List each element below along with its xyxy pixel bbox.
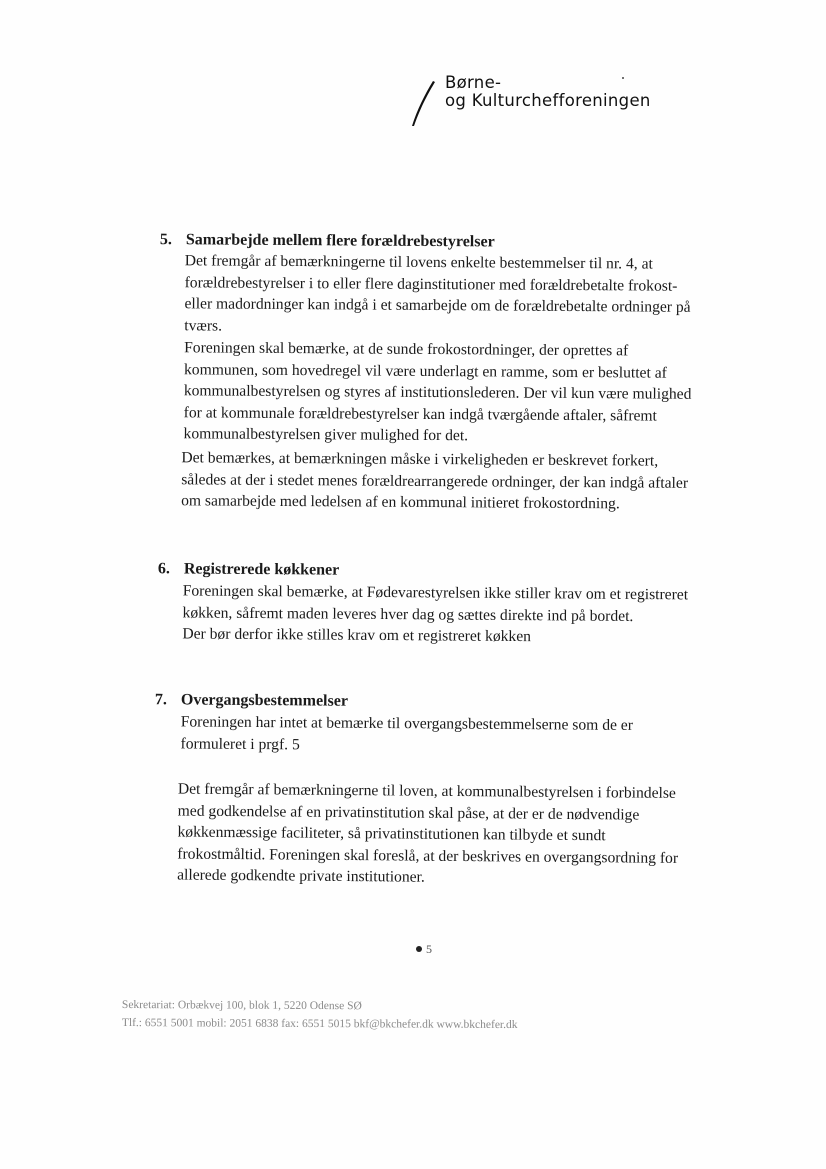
paragraph — [182, 580, 688, 649]
closing-paragraph — [177, 779, 679, 891]
text-line: kommunen, som hovedregel vil være underlagt en ramme, som er besluttet af — [183, 360, 667, 382]
paragraph — [184, 250, 691, 340]
closing-section — [0, 777, 826, 887]
section-number: 6. — [157, 560, 170, 578]
text-line: kommunalbestyrelsen giver mulighed for det. — [183, 425, 469, 445]
text-line: Det bemærkes, at bemærkningen måske i virkeligheden er beskrevet forkert, — [181, 449, 659, 470]
bullet-icon — [416, 946, 422, 952]
section-number: 5. — [159, 231, 172, 249]
text-line: køkken, såfremt maden leveres hver dag og sættes direkte ind på bordet. — [182, 604, 634, 625]
section-6 — [0, 557, 826, 646]
section-title: Registrerede køkkener — [183, 560, 340, 579]
logo-line-1: Børne- — [445, 73, 502, 92]
text-line: Det fremgår af bemærkningerne til loven, at kommunalbestyrelsen i forbindelse — [177, 780, 676, 802]
footer-contact: Tlf.: 6551 5001 mobil: 2051 6838 fax: 6551 5015 bkf@bkchefer.dk www.bkchefer.dk — [121, 1016, 518, 1032]
text-line: formuleret i prgf. 5 — [180, 735, 300, 753]
organization-logo — [405, 74, 705, 134]
text-line: Foreningen har intet at bemærke til overgangsbestemmelserne som de er — [180, 713, 634, 734]
text-line: således at der i stedet menes forældrearrangerede ordninger, der kan indgå aftaler — [181, 470, 689, 492]
footer-address: Sekretariat: Orbækvej 100, blok 1, 5220 Odense SØ — [121, 998, 362, 1013]
text-line: Det fremgår af bemærkningerne til lovens enkelte bestemmelser til nr. 4, at — [184, 252, 653, 273]
text-line: om samarbejde med ledelsen af en kommunal initieret frokostordning. — [181, 492, 620, 513]
text-line: eller madordninger kan indgå i et samarbejde om de forældrebetalte ordninger på — [184, 295, 691, 317]
section-7 — [0, 688, 826, 753]
section-number: 7. — [154, 691, 167, 709]
logo-line-2: og Kulturchefforeningen — [445, 91, 651, 110]
text-line: Foreningen skal bemærke, at Fødevarestyrelsen ikke stiller krav om et registreret — [182, 582, 689, 604]
text-line: køkkenmæssige faciliteter, så privatinstitutionen kan tilbyde et sundt — [177, 823, 606, 845]
text-line: forældrebestyrelser i to eller flere daginstitutioner med forældrebetalte frokost- — [184, 273, 678, 295]
page-number-value: 5 — [426, 942, 432, 956]
footer — [122, 996, 518, 1034]
paragraph — [181, 447, 688, 515]
section-title: Samarbejde mellem flere forældrebestyrelser — [185, 231, 495, 251]
section-5 — [0, 228, 826, 513]
section-title: Overgangsbestemmelser — [180, 691, 349, 710]
text-line: frokostmåltid. Foreningen skal foreslå, at der beskrives en overgangsordning for — [177, 845, 679, 867]
text-line: kommunalbestyrelsen og styres af institutionslederen. Der vil kun være mulighed — [183, 382, 692, 404]
text-line: for at kommunale forældrebestyrelser kan indgå tværgående aftaler, såfremt — [183, 404, 657, 425]
scan-speck — [622, 77, 624, 79]
logo-text — [445, 74, 651, 110]
text-line: med godkendelse af en privatinstitution skal påse, at der er de nødvendige — [177, 802, 640, 824]
text-line: Foreningen skal bemærke, at de sunde frokostordninger, der oprettes af — [184, 339, 629, 360]
paragraph — [180, 711, 633, 758]
page-number — [416, 942, 432, 956]
text-line: allerede godkendte private institutioner. — [177, 866, 425, 887]
text-line: tværs. — [184, 317, 223, 335]
paragraph — [183, 337, 691, 449]
logo-swoosh-icon — [405, 80, 441, 128]
text-line: Der bør derfor ikke stilles krav om et registreret køkken — [182, 625, 532, 646]
